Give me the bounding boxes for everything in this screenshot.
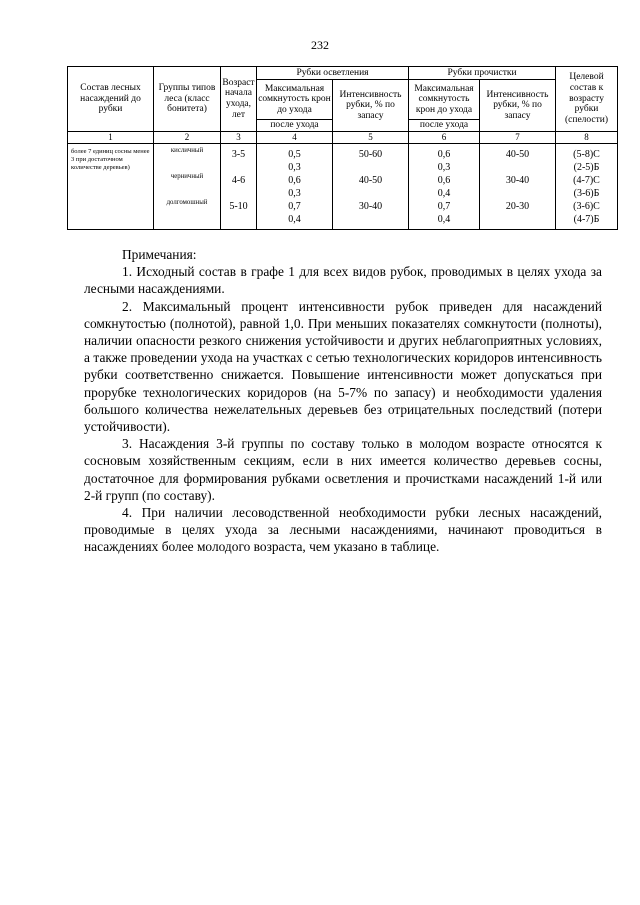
age-value: 5-10	[229, 201, 248, 212]
col-number: 6	[409, 132, 480, 144]
col-number: 8	[556, 132, 618, 144]
col-number: 5	[333, 132, 409, 144]
density-value: 0,6	[437, 175, 451, 186]
header-max-density-2: Максимальная сомкнутость крон до ухода	[409, 80, 480, 120]
thinning-table	[67, 66, 618, 230]
age-value: 3-5	[231, 149, 246, 160]
target-composition-cell	[556, 144, 618, 230]
col-number: 3	[221, 132, 257, 144]
header-intensity-1: Интенсивность рубки, % по запасу	[333, 80, 409, 132]
note-item: 4. При наличии лесоводственной необходимости рубки лесных насаждений, проводимые в целях ухода за лесными насаждениями, начинают проводиться в насаждениях более молодого возраста, чем указано в таблице.	[84, 505, 602, 555]
intensity-1-cell	[333, 144, 409, 230]
col-number: 4	[257, 132, 333, 144]
density-value: 0,6	[288, 175, 301, 186]
header-target-composition: Целевой состав к возрасту рубки (спелости)	[556, 67, 618, 132]
target-value: (5-8)С	[573, 149, 600, 160]
header-composition: Состав лесных насаждений до рубки	[68, 67, 154, 132]
page-number: 232	[311, 38, 329, 52]
intensity-2-cell	[480, 144, 556, 230]
density-1-cell	[257, 144, 333, 230]
intensity-value: 30-40	[505, 175, 530, 186]
intensity-value: 40-50	[358, 175, 383, 186]
intensity-value: 40-50	[505, 149, 530, 160]
density-value: 0,7	[437, 201, 451, 212]
density-value: 0,4	[437, 188, 451, 199]
group-name: долгомошный	[166, 199, 208, 206]
density-value: 0,3	[288, 188, 301, 199]
target-value: (4-7)Б	[573, 214, 600, 225]
density-value: 0,3	[437, 162, 451, 173]
col-number: 7	[480, 132, 556, 144]
target-value: (4-7)С	[573, 175, 600, 186]
header-start-age: Возраст начала ухода, лет	[221, 67, 257, 132]
header-cleaning-cuttings: Рубки прочистки	[409, 67, 556, 80]
target-value: (3-6)Б	[573, 188, 600, 199]
header-max-density-1: Максимальная сомкнутость крон до ухода	[257, 80, 333, 120]
header-intensity-2: Интенсивность рубки, % по запасу	[480, 80, 556, 132]
density-2-cell	[409, 144, 480, 230]
header-lightening-cuttings: Рубки осветления	[257, 67, 409, 80]
group-name: черничный	[170, 173, 204, 180]
density-value: 0,3	[288, 162, 301, 173]
intensity-value: 20-30	[505, 201, 530, 212]
notes-title: Примечания:	[122, 247, 197, 262]
density-value: 0,6	[437, 149, 451, 160]
density-value: 0,5	[288, 149, 301, 160]
header-after-care-1: после ухода	[257, 120, 333, 132]
forest-groups-cell	[154, 144, 221, 230]
header-after-care-2: после ухода	[409, 120, 480, 132]
target-value: (2-5)Б	[573, 162, 600, 173]
header-forest-groups: Группы типов леса (класс бонитета)	[154, 67, 221, 132]
note-item: 1. Исходный состав в графе 1 для всех видов рубок, проводимых в целях ухода за лесными насаждениями.	[84, 264, 602, 297]
composition-cell: более 7 единиц сосны менее 3 при достаточном количестве деревьев)	[68, 144, 154, 230]
group-name: кисличный	[170, 147, 204, 154]
note-item: 2. Максимальный процент интенсивности рубок приведен для насаждений сомкнутостью (полнотой), равной 1,0. При меньших показателях сомкнутости (полноты), наличии опасности резкого снижения устойчивости и других неблагоприятных условиях, а также проведении ухода на участках с сетью технологических коридоров интенсивность рубки соответственно снижается. Повышение интенсивности может допускаться при прорубке технологических коридоров (на 5-7% по запасу) и необходимости удаления большого количества нежелательных деревьев без отрицательных последствий (потери устойчивости).	[84, 298, 602, 435]
density-value: 0,7	[288, 201, 301, 212]
col-number: 2	[154, 132, 221, 144]
start-age-cell	[221, 144, 257, 230]
intensity-value: 50-60	[358, 149, 383, 160]
density-value: 0,4	[437, 214, 451, 225]
notes-section	[84, 246, 602, 556]
intensity-value: 30-40	[358, 201, 383, 212]
target-value: (3-6)С	[573, 201, 600, 212]
age-value: 4-6	[231, 175, 246, 186]
col-number: 1	[68, 132, 154, 144]
note-item: 3. Насаждения 3-й группы по составу только в молодом возрасте относятся к сосновым хозяйственным секциям, если в них имеется количество деревьев сосны, достаточное для формирования рубками осветления и прочистками насаждений 1-й или 2-й групп (по составу).	[84, 436, 602, 503]
density-value: 0,4	[288, 214, 301, 225]
